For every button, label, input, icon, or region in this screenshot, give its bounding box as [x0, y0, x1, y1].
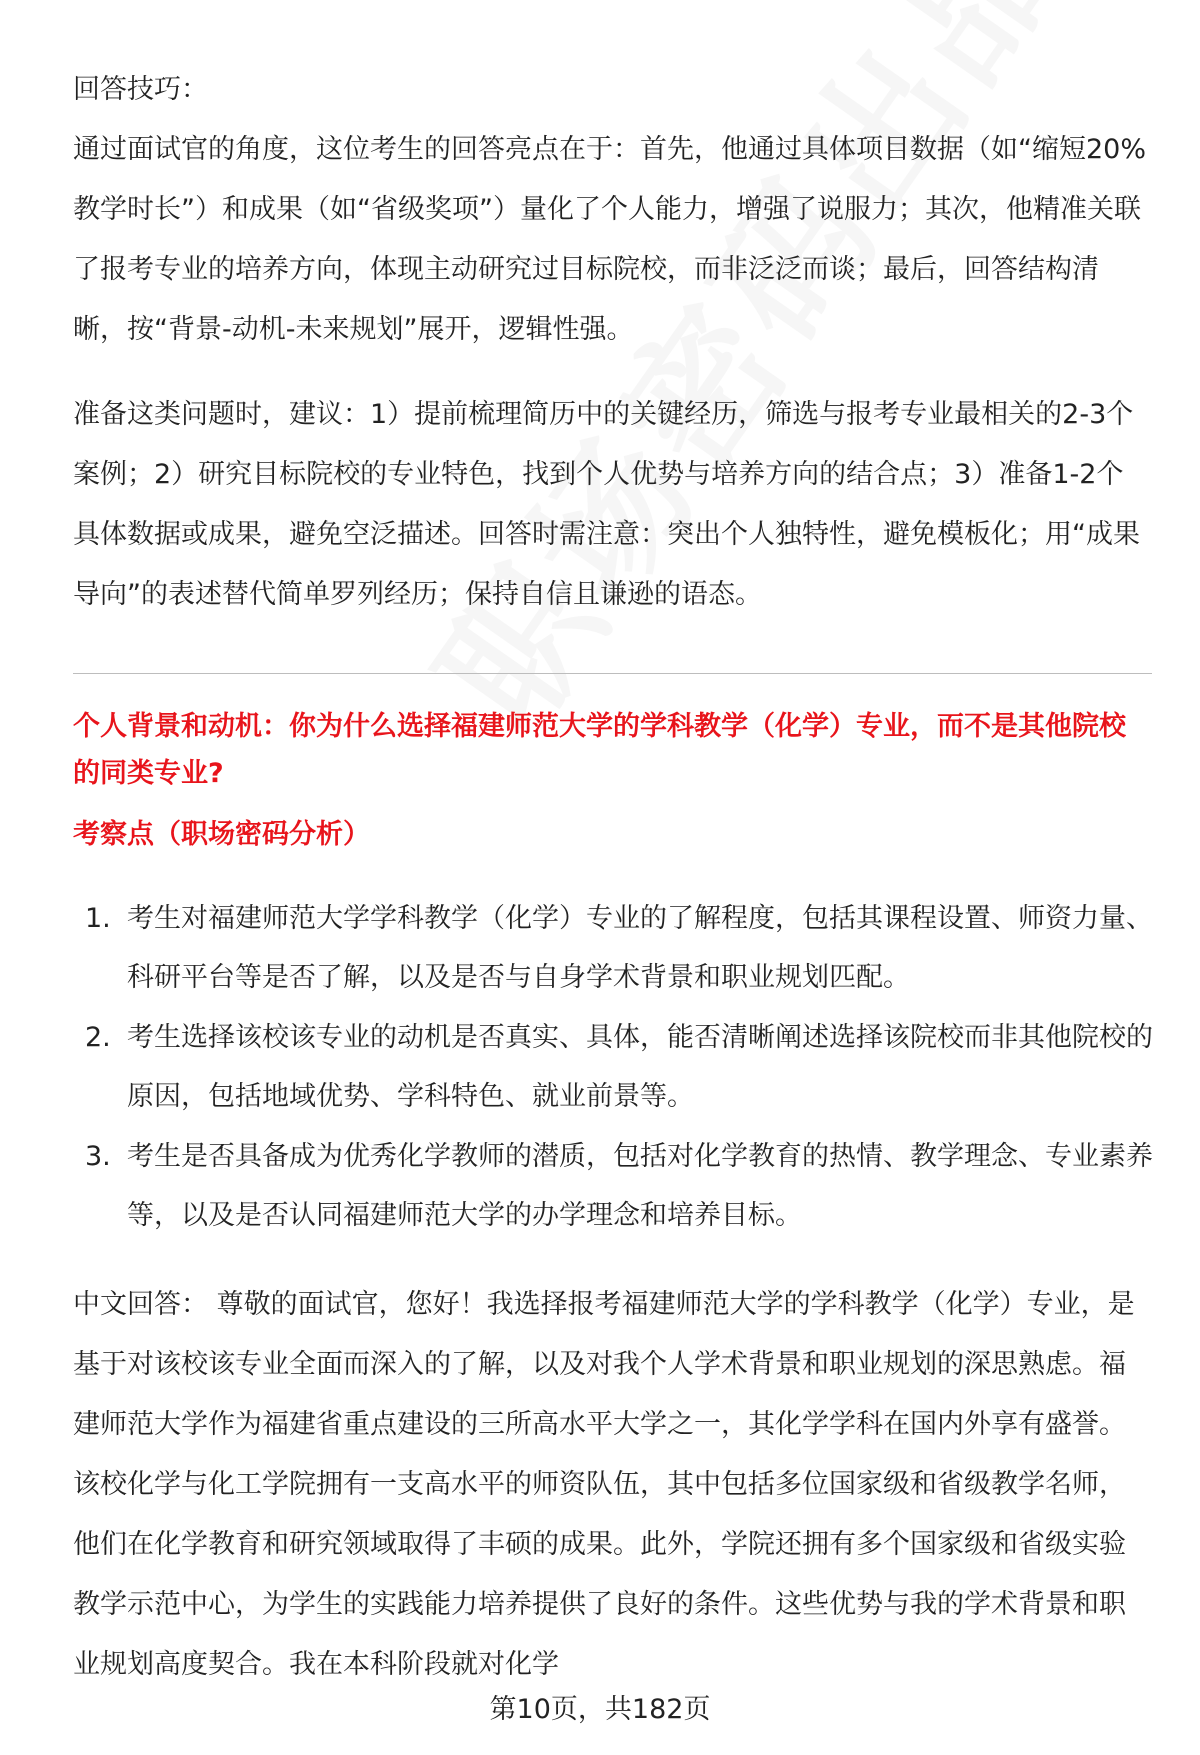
list-item-text: 考生是否具备成为优秀化学教师的潜质，包括对化学教育的热情、教学理念、专业素养等，以及是否认同福建师范大学的办学理念和培养目标。 [127, 1141, 1153, 1231]
list-item-text: 考生对福建师范大学学科教学（化学）专业的了解程度，包括其课程设置、师资力量、科研平台等是否了解，以及是否与自身学术背景和职业规划匹配。 [127, 903, 1153, 993]
list-item [73, 1008, 1158, 1126]
question-title: 个人背景和动机：你为什么选择福建师范大学的学科教学（化学）专业，而不是其他院校的同类专业? [73, 711, 1126, 789]
exam-points-list [73, 889, 1158, 1246]
preparation-paragraph: 准备这类问题时，建议：1）提前梳理简历中的关键经历，筛选与报考专业最相关的2-3个案例；2）研究目标院校的专业特色，找到个人优势与培养方向的结合点；3）准备1-2个具体数据或成果，避免空泛描述。回答时需注意：突出个人独特性，避免模板化；用“成果导向”的表述替代简单罗列经历；保持自信且谦逊的语态。 [73, 399, 1140, 610]
tips-paragraph: 通过面试官的角度，这位考生的回答亮点在于：首先，他通过具体项目数据（如“缩短20%教学时长”）和成果（如“省级奖项”）量化了个人能力，增强了说服力；其次，他精准关联了报考专业的培养方向，体现主动研究过目标院校，而非泛泛而谈；最后，回答结构清晰，按“背景-动机-未来规划”展开，逻辑性强。 [73, 134, 1146, 345]
page-number: 第10页，共182页 [489, 1694, 711, 1725]
list-item [73, 1127, 1158, 1245]
list-item-number: 1. [85, 903, 111, 934]
list-item-text: 考生选择该校该专业的动机是否真实、具体，能否清晰阐述选择该院校而非其他院校的原因，包括地域优势、学科特色、就业前景等。 [127, 1022, 1153, 1112]
list-item-number: 2. [85, 1022, 111, 1053]
list-item-number: 3. [85, 1141, 111, 1172]
answer-paragraph: 中文回答： 尊敬的面试官，您好！我选择报考福建师范大学的学科教学（化学）专业，是基于对该校该专业全面而深入的了解，以及对我个人学术背景和职业规划的深思熟虑。福建师范大学作为福建省重点建设的三所高水平大学之一，其化学学科在国内外享有盛誉。该校化学与化工学院拥有一支高水平的师资队伍，其中包括多位国家级和省级教学名师，他们在化学教育和研究领域取得了丰硕的成果。此外，学院还拥有多个国家级和省级实验教学示范中心，为学生的实践能力培养提供了良好的条件。这些优势与我的学术背景和职业规划高度契合。我在本科阶段就对化学 [73, 1289, 1135, 1680]
list-item [73, 889, 1158, 1007]
tips-label: 回答技巧： [73, 74, 208, 105]
exam-points-heading: 考察点（职场密码分析） [73, 819, 370, 850]
section-divider [73, 673, 1152, 674]
